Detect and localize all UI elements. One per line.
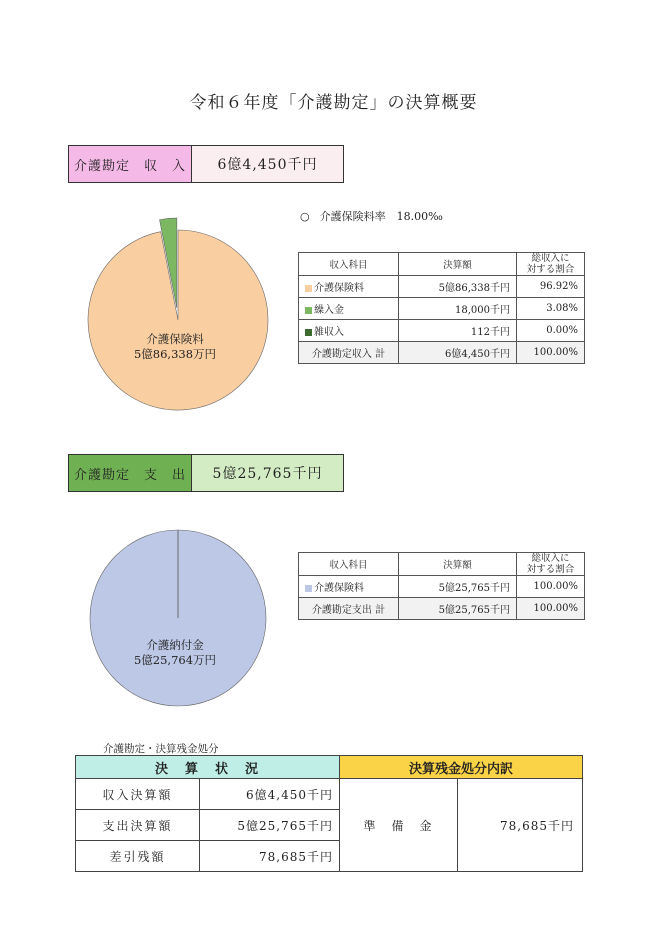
- income-pie-label: [110, 332, 240, 362]
- total-name: 介護勘定収入 計: [299, 342, 399, 364]
- expense-table: [298, 552, 585, 620]
- header-ratio: 総収入に 対する割合: [517, 253, 585, 276]
- circle-bullet-icon: ○: [300, 210, 310, 223]
- row-amount: 112千円: [399, 320, 517, 342]
- header-amount: 決算額: [399, 553, 517, 576]
- row-name: 介護保険料: [299, 276, 399, 298]
- row-ratio: 3.08%: [517, 298, 585, 320]
- income-pie-chart: [80, 205, 280, 415]
- legend-swatch: [305, 285, 312, 292]
- total-name: 介護勘定支出 計: [299, 598, 399, 620]
- row-ratio: 96.92%: [517, 276, 585, 298]
- left-header: 決 算 状 況: [76, 756, 340, 779]
- row-value: 78,685千円: [200, 841, 340, 872]
- legend-swatch: [305, 307, 312, 314]
- pie-slice-1: [88, 230, 268, 410]
- total-amount: 5億25,765千円: [399, 598, 517, 620]
- expense-amount: 5億25,765千円: [192, 455, 343, 491]
- income-pie-label-name: 介護保険料: [146, 332, 204, 346]
- expense-pie-label: [110, 638, 240, 668]
- premium-rate: [300, 208, 443, 224]
- income-table: [298, 252, 585, 364]
- income-label: 介護勘定 収 入: [69, 146, 192, 182]
- income-table-header: [299, 253, 585, 276]
- income-pie-label-value: 5億86,338万円: [133, 347, 217, 361]
- reserve-value: 78,685千円: [458, 779, 583, 872]
- total-ratio: 100.00%: [517, 342, 585, 364]
- header-item: 収入科目: [299, 553, 399, 576]
- row-ratio: 0.00%: [517, 320, 585, 342]
- right-header: 決算残金処分内訳: [340, 756, 583, 779]
- table-total-row: [299, 598, 585, 620]
- row-amount: 18,000千円: [399, 298, 517, 320]
- row-label: 収入決算額: [76, 779, 200, 810]
- expense-pie-slices: [90, 530, 266, 706]
- row-ratio: 100.00%: [517, 576, 585, 598]
- header-amount: 決算額: [399, 253, 517, 276]
- row-amount: 5億25,765千円: [399, 576, 517, 598]
- total-ratio: 100.00%: [517, 598, 585, 620]
- disposition-header-row: [76, 756, 583, 779]
- header-item: 収入科目: [299, 253, 399, 276]
- reserve-label: 準 備 金: [340, 779, 458, 872]
- expense-pie-label-name: 介護納付金: [146, 638, 204, 652]
- legend-swatch: [305, 585, 312, 592]
- row-name: 介護保険料: [299, 576, 399, 598]
- row-value: 5億25,765千円: [200, 810, 340, 841]
- premium-rate-text: 介護保険料率 18.00‰: [319, 210, 443, 223]
- table-row: [299, 298, 585, 320]
- table-row: [76, 779, 583, 810]
- expense-label: 介護勘定 支 出: [69, 455, 192, 491]
- expense-table-header: [299, 553, 585, 576]
- page-title: 令和６年度「介護勘定」の決算概要: [189, 93, 478, 113]
- income-summary-box: [68, 145, 344, 183]
- expense-pie-label-value: 5億25,764万円: [133, 653, 217, 667]
- disposition-caption: 介護勘定・決算残金処分: [103, 743, 219, 755]
- disposition-table: [75, 755, 583, 872]
- table-row: [299, 320, 585, 342]
- row-label: 差引残額: [76, 841, 200, 872]
- row-amount: 5億86,338千円: [399, 276, 517, 298]
- total-amount: 6億4,450千円: [399, 342, 517, 364]
- row-name: 雑収入: [299, 320, 399, 342]
- income-amount: 6億4,450千円: [192, 146, 343, 182]
- table-row: [299, 276, 585, 298]
- row-value: 6億4,450千円: [200, 779, 340, 810]
- row-name: 繰入金: [299, 298, 399, 320]
- expense-summary-box: [68, 454, 344, 492]
- expense-pie-chart: [80, 518, 280, 718]
- table-row: [299, 576, 585, 598]
- income-pie-slices: [88, 218, 268, 410]
- table-total-row: [299, 342, 585, 364]
- row-label: 支出決算額: [76, 810, 200, 841]
- header-ratio: 総収入に 対する割合: [517, 553, 585, 576]
- legend-swatch: [305, 329, 312, 336]
